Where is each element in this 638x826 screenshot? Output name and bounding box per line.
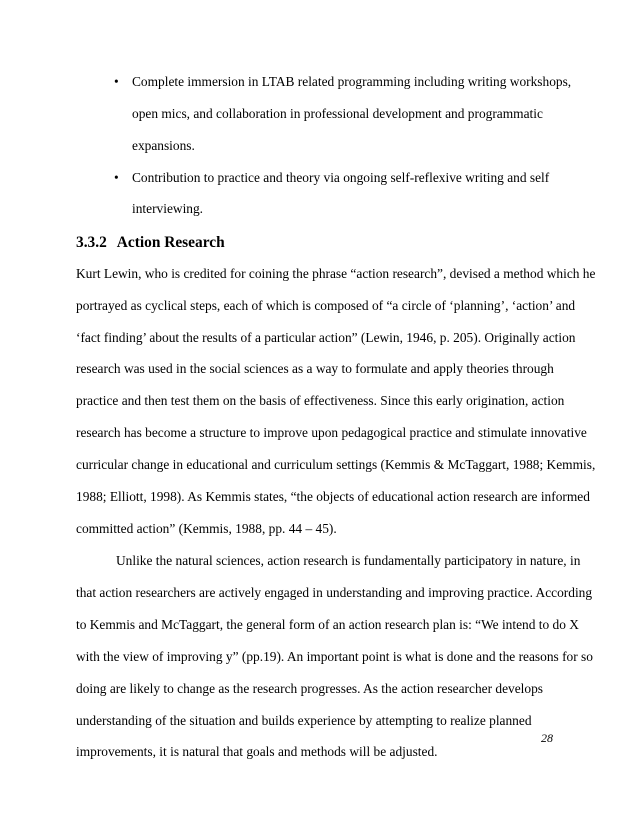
section-number: 3.3.2: [76, 234, 107, 251]
bullet-text-line: Contribution to practice and theory via ongoing self-reflexive writing and self: [132, 170, 550, 185]
paragraph-line: portrayed as cyclical steps, each of which is composed of “a circle of ‘planning’, ‘action’ and: [76, 298, 576, 313]
paragraph-line: to Kemmis and McTaggart, the general form of an action research plan is: “We intend to do X: [76, 617, 579, 632]
paragraph-line: 1988; Elliott, 1998). As Kemmis states, “the objects of educational action research are informed: [76, 489, 590, 504]
page-number: 28: [541, 731, 553, 745]
section-heading: [76, 234, 225, 252]
paragraph-line: curricular change in educational and curriculum settings (Kemmis & McTaggart, 1988; Kemmis,: [76, 457, 596, 472]
bullet-text-line: interviewing.: [132, 201, 204, 216]
paragraph-line: understanding of the situation and builds experience by attempting to realize planned: [76, 713, 532, 728]
paragraph-line: research has become a structure to improve upon pedagogical practice and stimulate innovative: [76, 425, 587, 440]
paragraph-line: doing are likely to change as the research progresses. As the action researcher develops: [76, 681, 543, 696]
bullet-text-line: Complete immersion in LTAB related programming including writing workshops,: [132, 74, 572, 89]
paragraph-line: practice and then test them on the basis of effectiveness. Since this early origination, action: [76, 393, 565, 408]
bullet-text-line: expansions.: [132, 138, 195, 153]
bullet-marker: •: [114, 170, 119, 185]
paragraph-line: committed action” (Kemmis, 1988, pp. 44 – 45).: [76, 521, 337, 536]
paragraph-line: ‘fact finding’ about the results of a particular action” (Lewin, 1946, p. 205). Originally action: [76, 330, 576, 345]
bullet-marker: •: [114, 74, 119, 89]
paragraph-line: Kurt Lewin, who is credited for coining the phrase “action research”, devised a method which he: [76, 266, 596, 281]
paragraph-line: Unlike the natural sciences, action research is fundamentally participatory in nature, in: [116, 553, 581, 568]
section-title: Action Research: [116, 234, 225, 251]
paragraph-line: with the view of improving y” (pp.19). An important point is what is done and the reasons for so: [76, 649, 593, 664]
bullet-text-line: open mics, and collaboration in professional development and programmatic: [132, 106, 543, 121]
paragraph-line: improvements, it is natural that goals and methods will be adjusted.: [76, 744, 438, 759]
paragraph-line: that action researchers are actively engaged in understanding and improving practice. According: [76, 585, 593, 600]
paragraph-line: research was used in the social sciences as a way to formulate and apply theories through: [76, 361, 554, 376]
